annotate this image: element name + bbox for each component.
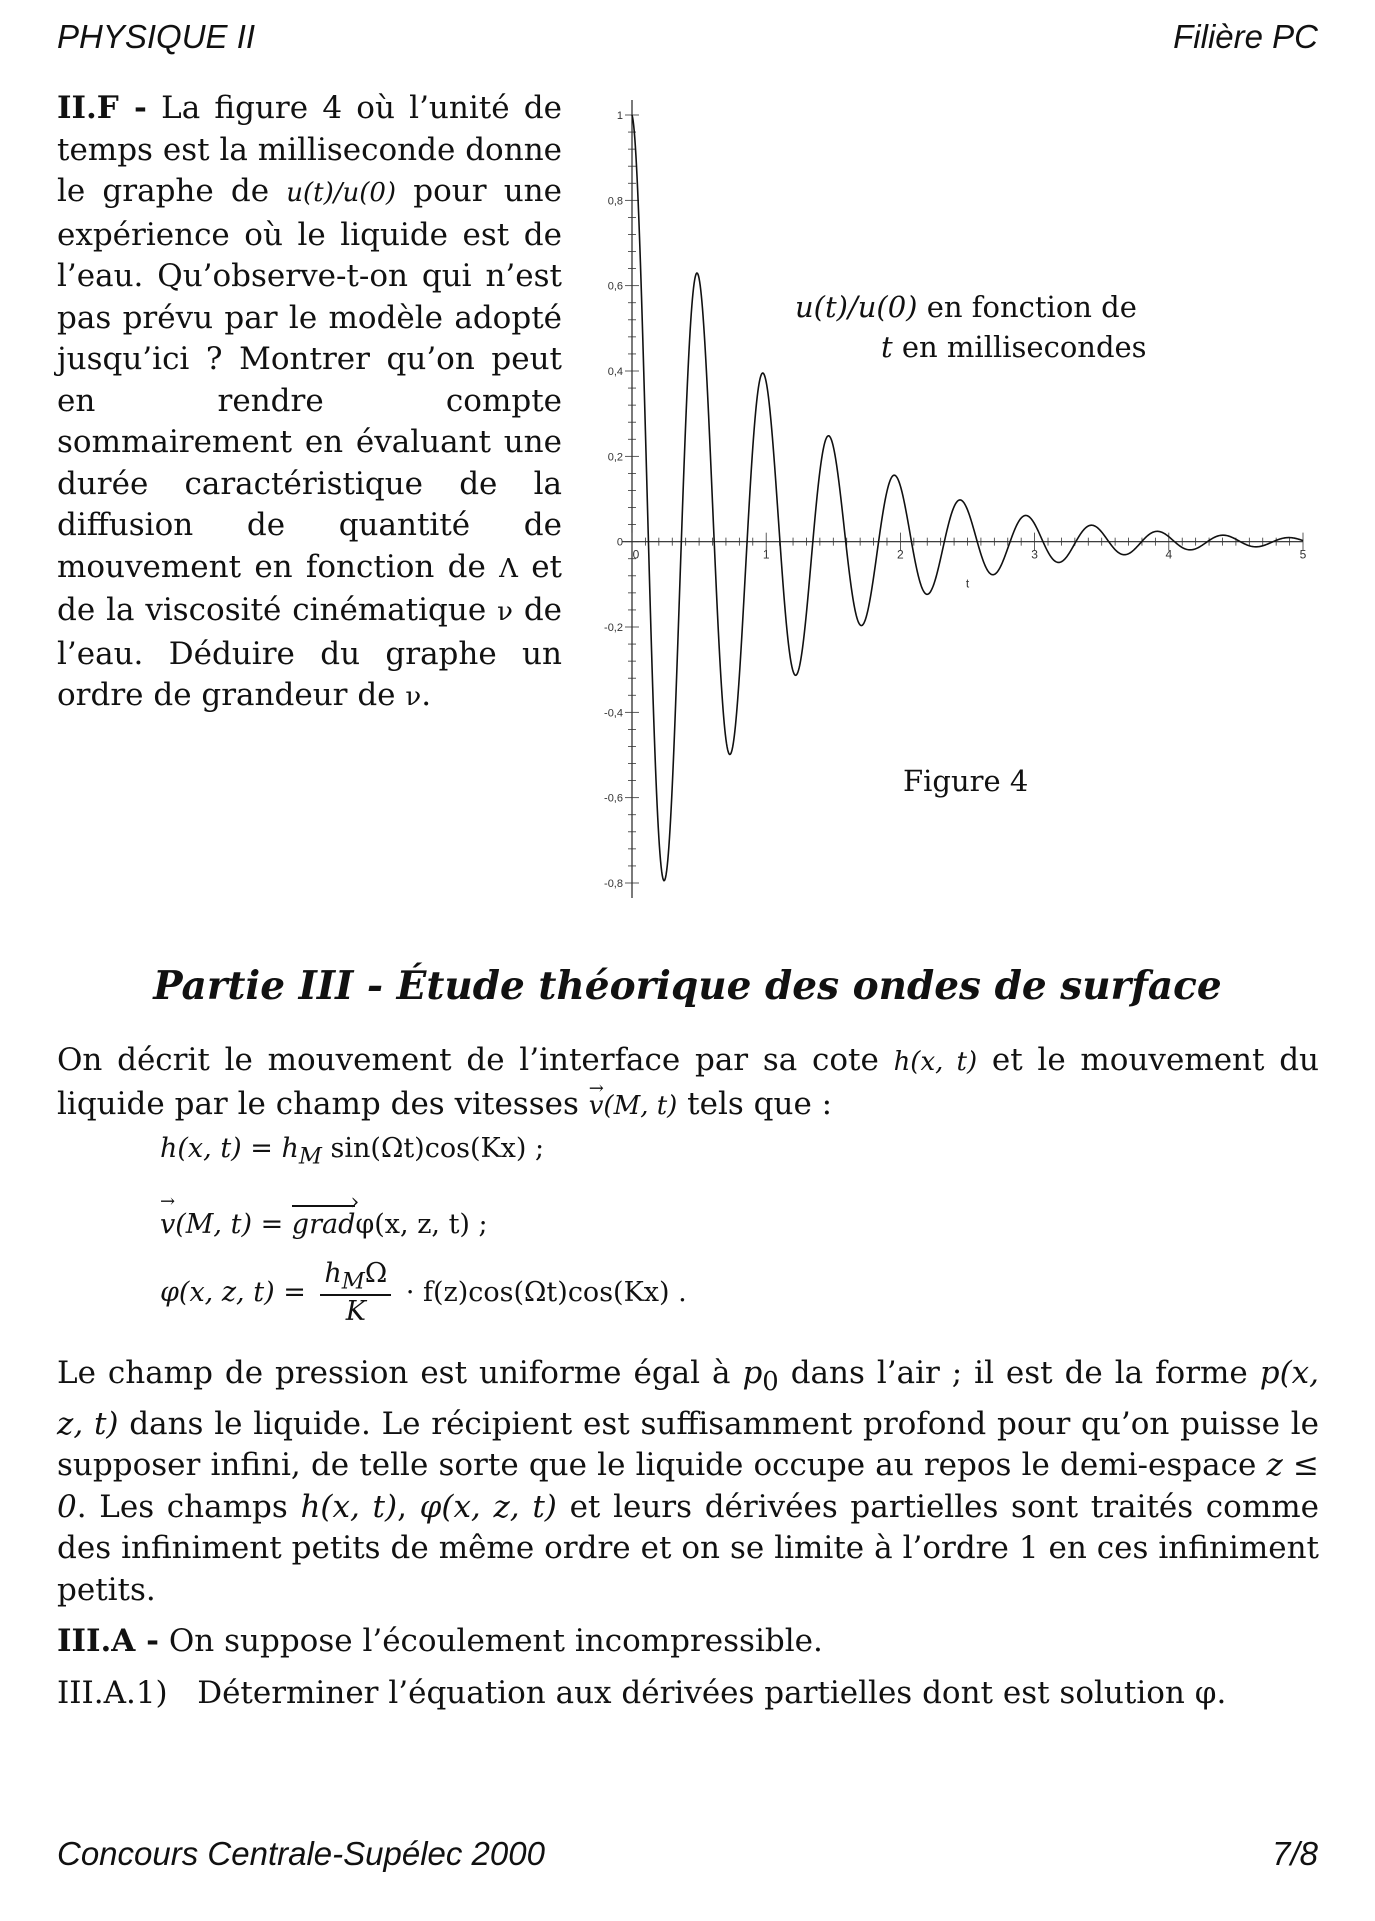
text: . Les champs (76, 1488, 288, 1525)
y-tick-label: 1 (616, 110, 623, 122)
section-title: Partie III - Étude théorique des ondes de surface (153, 963, 1222, 1009)
chart-title-line1: u(t)/u(0) en fonction de (795, 290, 1137, 324)
math: 1 (1018, 1530, 1039, 1567)
equation-h (160, 1133, 544, 1169)
velocity-vector: → v(M, t) (589, 1086, 678, 1128)
equation-phi (160, 1258, 687, 1327)
math-sub: M (298, 1143, 322, 1170)
math-sub: 0 (762, 1367, 779, 1398)
intro-paragraph (57, 1040, 1319, 1127)
footer-page: 7/8 (1272, 1835, 1318, 1872)
text: . (421, 677, 432, 713)
equation-v (160, 1205, 488, 1240)
x-axis-label: t (965, 576, 970, 591)
text: tels que : (687, 1085, 833, 1122)
text: On suppose l’écoulement incompressible. (168, 1623, 823, 1659)
y-tick-label: 0,8 (607, 195, 623, 208)
math: · f(z)cos(Ωt)cos(Kx) . (405, 1277, 687, 1309)
chart-labels (604, 110, 1307, 890)
text: . (1216, 1675, 1227, 1711)
y-tick-label: 0,6 (607, 280, 623, 293)
text: dans le liquide. Le récipient est suffisamment profond pour qu’on puisse le supposer infini, de telle sorte que le liquide occupe au repos le demi-espace (57, 1405, 1319, 1484)
math: φ(x, z, t) = (160, 1277, 306, 1309)
question-IIIA1 (57, 1673, 1319, 1715)
math: Ω (364, 1258, 388, 1289)
text: dans l’air ; il est de la forme (790, 1355, 1248, 1391)
text: Déterminer l’équation aux dérivées partielles dont est solution (197, 1675, 1185, 1711)
math: φ(x, z, t) (419, 1488, 557, 1525)
math: ν (405, 682, 422, 712)
text: en ces infiniment petits. (57, 1530, 1319, 1608)
x-tick-label: 2 (897, 547, 904, 562)
text: On décrit le mouvement de l’interface par sa cote (57, 1042, 879, 1078)
y-tick-label: 0,2 (607, 451, 623, 464)
header-track: Filière PC (1173, 18, 1318, 55)
x-tick-label: 1 (762, 547, 770, 562)
math: → v(M, t) = (160, 1209, 283, 1240)
math: K (345, 1296, 366, 1328)
question-label: II.F - (57, 90, 147, 126)
figure-caption: Figure 4 (903, 764, 1029, 798)
math: h (324, 1258, 342, 1289)
y-tick-label: 0,4 (607, 366, 623, 378)
question-label: III.A.1) (57, 1675, 168, 1711)
text: et le mouvement du liquide par le champ des vitesses (57, 1042, 1320, 1122)
x-tick-label: 0 (632, 547, 640, 562)
math: p (742, 1355, 763, 1391)
figure-4-chart (585, 95, 1305, 905)
question-IIIA (57, 1621, 1319, 1663)
question-IIF (57, 88, 562, 719)
text: et de la viscosité cinématique (57, 548, 562, 628)
text: La figure 4 où l’unité de temps est la milliseconde donne le graphe de (57, 90, 562, 209)
y-tick-label: 0 (616, 536, 623, 549)
math: Λ (499, 553, 518, 584)
math: h(x, t) (893, 1047, 978, 1077)
text: pour une expérience où le liquide est de l’eau. Qu’observe-t-on qui n’est pas prévu par le modèle adopté jusqu’ici ? Montrer qu’on peut en rendre compte sommairement en évaluant une durée caractéristique de la diffusion de quantité de mouvement en fonction de (57, 173, 562, 585)
math: p(x, z, t) (57, 1355, 1319, 1442)
math: h(x, t) (300, 1488, 398, 1525)
y-tick-label: -0,6 (604, 792, 623, 805)
text: de l’eau. Déduire du graphe un ordre de grandeur de (57, 592, 563, 713)
text: Le champ de pression est uniforme égal à (57, 1355, 731, 1391)
math: φ(x, z, t) ; (355, 1209, 488, 1240)
chart-title-line2: t en millisecondes (881, 330, 1147, 364)
text: , (397, 1488, 407, 1525)
math: sin(Ωt)cos(Kx) ; (330, 1133, 545, 1164)
fraction (320, 1258, 391, 1327)
math: h(x, t) = h (160, 1133, 299, 1164)
math: ν (497, 597, 513, 627)
header-subject: PHYSIQUE II (57, 18, 256, 55)
math: z ≤ 0 (57, 1447, 1319, 1525)
grad-operator: grad › (292, 1205, 356, 1240)
pressure-paragraph (57, 1353, 1319, 1611)
y-tick-label: -0,8 (604, 878, 623, 890)
math-sub: M (341, 1268, 365, 1295)
y-tick-label: -0,2 (604, 622, 623, 634)
x-tick-label: 5 (1299, 547, 1307, 562)
math: φ (1194, 1675, 1217, 1711)
x-tick-label: 4 (1165, 547, 1173, 562)
text: et leurs dérivées partielles sont traités comme des infiniment petits de même ordre et on se limite à l’ordre (57, 1488, 1319, 1567)
x-tick-label: 3 (1031, 547, 1038, 562)
question-label: III.A - (57, 1623, 160, 1659)
math: u(t)/u(0) (286, 178, 397, 208)
footer-exam: Concours Centrale-Supélec 2000 (57, 1835, 545, 1872)
y-tick-label: -0,4 (604, 707, 623, 720)
